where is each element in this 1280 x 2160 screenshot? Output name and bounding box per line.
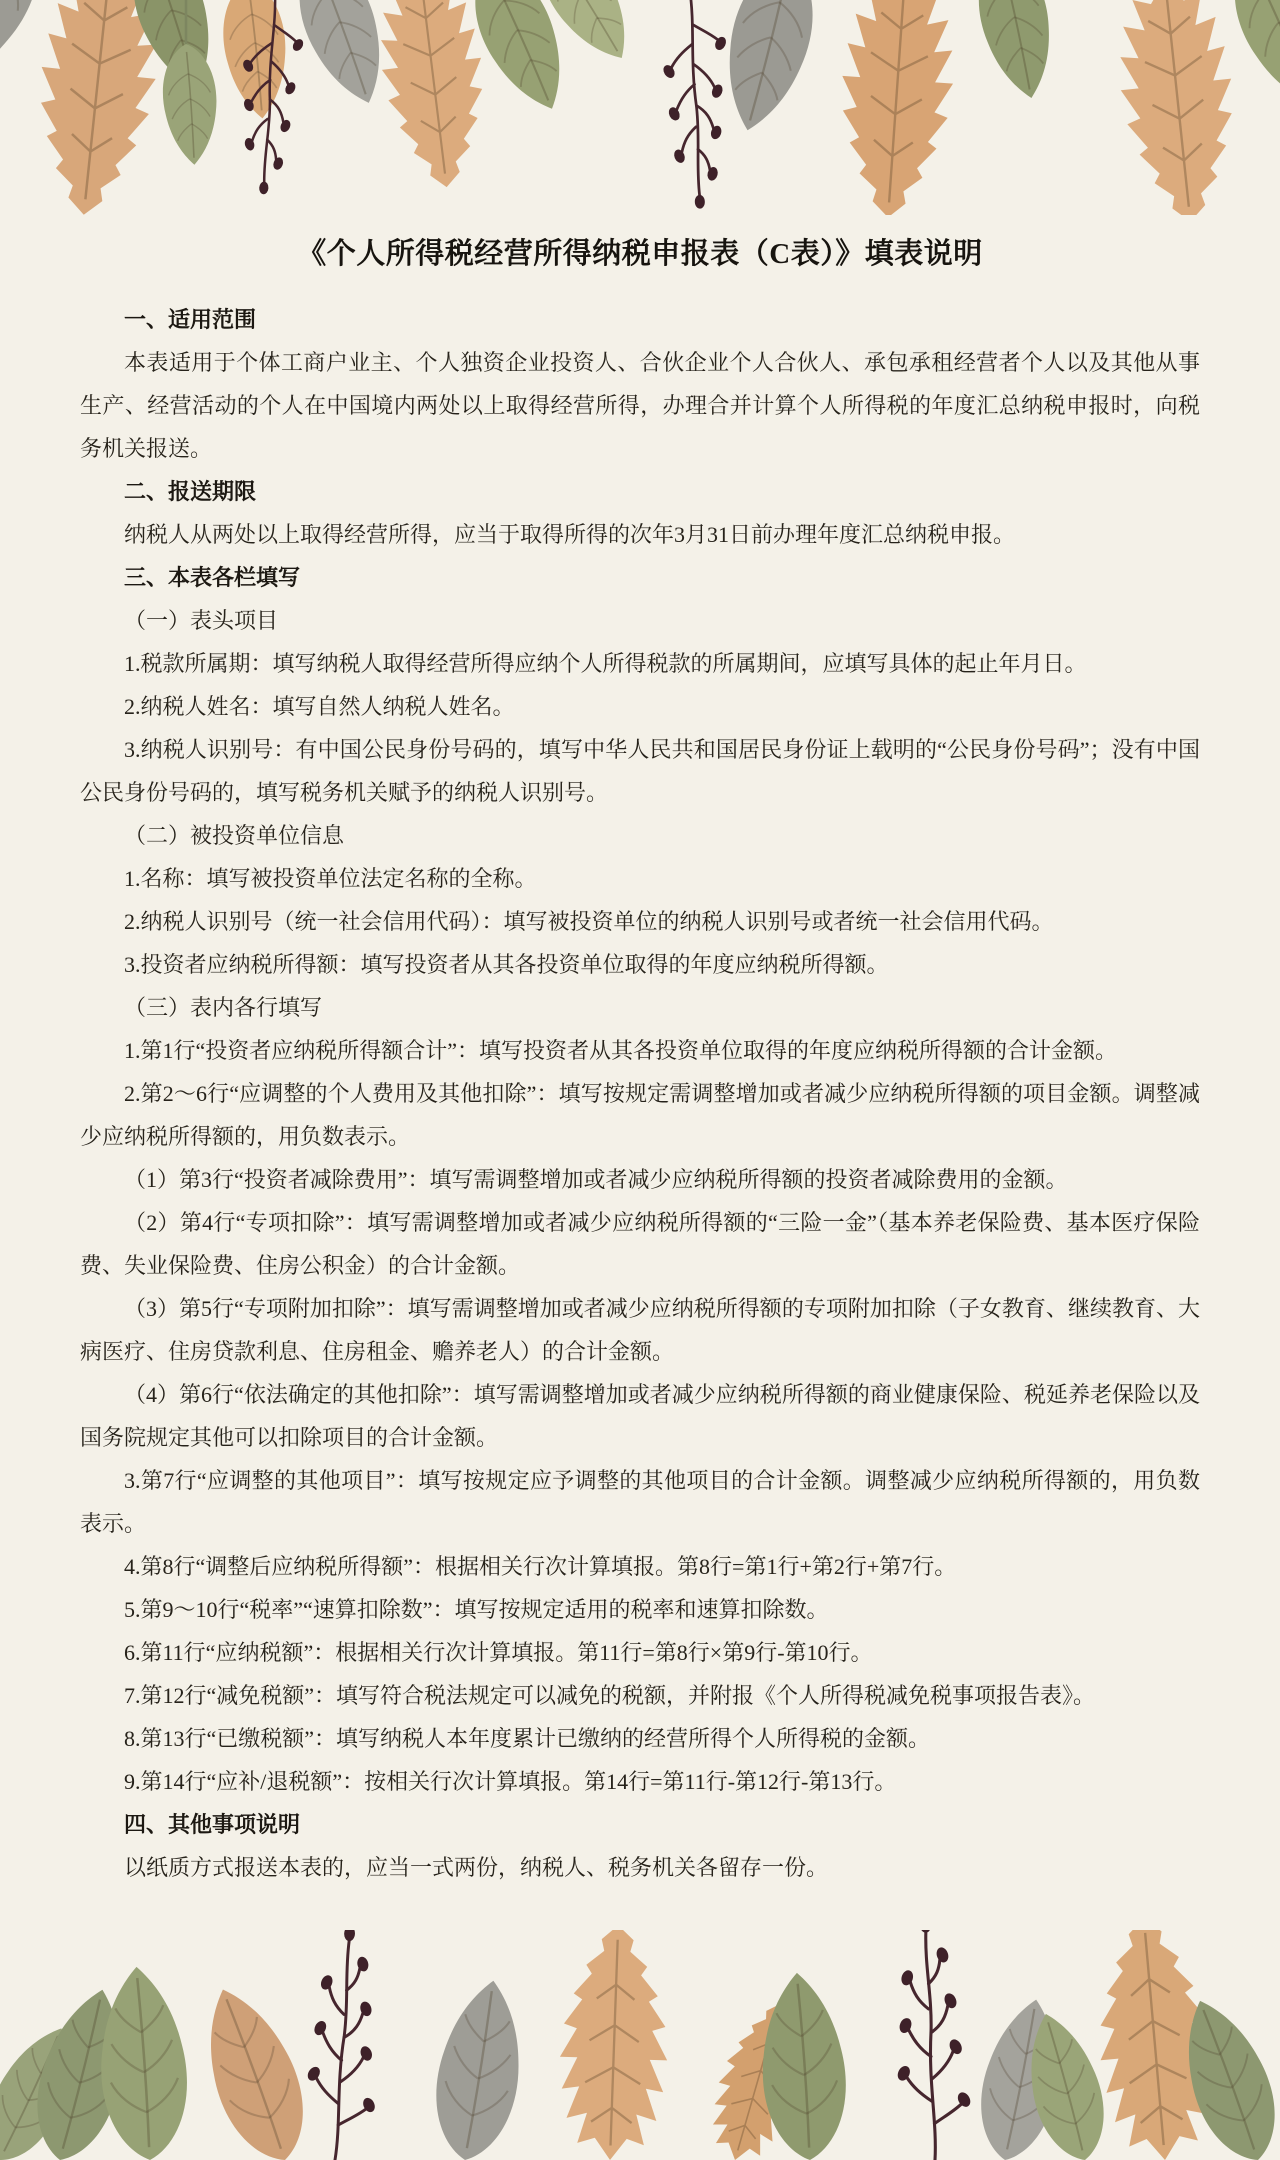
paragraph: （二）被投资单位信息 bbox=[124, 823, 345, 848]
paragraph: 6.第11行“应纳税额”：根据相关行次计算填报。第11行=第8行×第9行-第10行。 bbox=[124, 1640, 873, 1665]
watercolor-leaf bbox=[27, 0, 167, 215]
watercolor-leaf bbox=[370, 0, 496, 193]
watercolor-leaf bbox=[23, 1980, 140, 2160]
watercolor-leaf bbox=[756, 1970, 851, 2160]
paragraph: 9.第14行“应补/退税额”：按相关行次计算填报。第14行=第11行-第12行-第13行。 bbox=[124, 1769, 897, 1794]
section-heading: 三、本表各栏填写 bbox=[124, 565, 301, 590]
watercolor-leaf bbox=[159, 42, 221, 166]
watercolor-leaf bbox=[0, 0, 63, 107]
watercolor-leaf bbox=[0, 2015, 90, 2160]
paragraph: 1.第1行“投资者应纳税所得额合计”：填写投资者从其各投资单位取得的年度应纳税所得额的合计金额。 bbox=[124, 1038, 1118, 1063]
berry-sprig bbox=[301, 1930, 387, 2160]
watercolor-leaf bbox=[94, 1964, 193, 2160]
berry-sprig bbox=[659, 0, 734, 210]
paragraph: 7.第12行“减免税额”：填写符合税法规定可以减免的税额，并附报《个人所得税减免税事项报告表》。 bbox=[124, 1683, 1096, 1708]
document-body bbox=[80, 298, 1200, 1889]
watercolor-leaf bbox=[1089, 1930, 1221, 2160]
watercolor-leaf bbox=[522, 0, 648, 74]
watercolor-leaf bbox=[710, 0, 827, 140]
paragraph: （2）第4行“专项扣除”：填写需调整增加或者减少应纳税所得额的“三险一金”（基本养老保险费、基本医疗保险费、失业保险费、住房公积金）的合计金额。 bbox=[80, 1210, 1200, 1278]
watercolor-leaf bbox=[699, 1994, 815, 2160]
section-heading: 二、报送期限 bbox=[124, 479, 257, 504]
watercolor-leaf bbox=[967, 0, 1064, 105]
watercolor-leaf bbox=[1110, 0, 1246, 215]
berry-sprig bbox=[887, 1930, 976, 2160]
watercolor-leaf bbox=[556, 1930, 671, 2160]
paragraph: 2.纳税人识别号（统一社会信用代码）：填写被投资单位的纳税人识别号或者统一社会信用代码。 bbox=[124, 909, 1054, 934]
paragraph: 4.第8行“调整后应纳税所得额”：根据相关行次计算填报。第8行=第1行+第2行+第7行。 bbox=[124, 1554, 957, 1579]
watercolor-leaf bbox=[426, 1974, 533, 2160]
paragraph: 3.第7行“应调整的其他项目”：填写按规定应予调整的其他项目的合计金额。调整减少应纳税所得额的，用负数表示。 bbox=[80, 1468, 1200, 1536]
watercolor-leaf bbox=[1215, 0, 1280, 119]
paragraph: 以纸质方式报送本表的，应当一式两份，纳税人、税务机关各留存一份。 bbox=[124, 1855, 829, 1880]
watercolor-leaf bbox=[218, 0, 293, 122]
berry-sprig bbox=[232, 0, 308, 196]
watercolor-leaf bbox=[118, 0, 228, 99]
section-heading: 四、其他事项说明 bbox=[124, 1812, 301, 1837]
paragraph: （1）第3行“投资者减除费用”：填写需调整增加或者减少应纳税所得额的投资者减除费用的金额。 bbox=[124, 1167, 1068, 1192]
watercolor-leaf bbox=[833, 0, 961, 215]
instruction-document bbox=[80, 215, 1200, 1889]
paragraph: 1.名称：填写被投资单位法定名称的全称。 bbox=[124, 866, 537, 891]
watercolor-leaf bbox=[282, 0, 401, 115]
watercolor-leaf bbox=[1260, 0, 1280, 104]
paragraph: （3）第5行“专项附加扣除”：填写需调整增加或者减少应纳税所得额的专项附加扣除（子女教育、继续教育、大病医疗、住房贷款利息、住房租金、赡养老人）的合计金额。 bbox=[80, 1296, 1200, 1364]
paragraph: 3.投资者应纳税所得额：填写投资者从其各投资单位取得的年度应纳税所得额。 bbox=[124, 952, 889, 977]
top-leaves-decoration bbox=[0, 0, 1280, 215]
watercolor-leaf bbox=[1165, 1988, 1280, 2160]
watercolor-leaf bbox=[185, 1976, 322, 2160]
watercolor-leaf bbox=[970, 1993, 1072, 2160]
paragraph: 2.第2～6行“应调整的个人费用及其他扣除”：填写按规定需调整增加或者减少应纳税所得额的项目金额。调整减少应纳税所得额的，用负数表示。 bbox=[80, 1081, 1200, 1149]
page-title: 《个人所得税经营所得纳税申报表（C表）》填表说明 bbox=[297, 238, 983, 270]
paragraph: 3.纳税人识别号：有中国公民身份号码的，填写中华人民共和国居民身份证上载明的“公民身份号码”；没有中国公民身份号码的，填写税务机关赋予的纳税人识别号。 bbox=[80, 737, 1200, 805]
watercolor-leaf bbox=[456, 0, 583, 123]
bottom-leaves-decoration bbox=[0, 1930, 1280, 2160]
paragraph: 2.纳税人姓名：填写自然人纳税人姓名。 bbox=[124, 694, 515, 719]
paragraph: 5.第9～10行“税率”“速算扣除数”：填写按规定适用的税率和速算扣除数。 bbox=[124, 1597, 829, 1622]
paragraph: 1.税款所属期：填写纳税人取得经营所得应纳个人所得税款的所属期间，应填写具体的起止年月日。 bbox=[124, 651, 1087, 676]
paragraph: （一）表头项目 bbox=[124, 608, 279, 633]
paragraph: 纳税人从两处以上取得经营所得，应当于取得所得的次年3月31日前办理年度汇总纳税申报。 bbox=[124, 522, 1016, 547]
paragraph: 8.第13行“已缴税额”：填写纳税人本年度累计已缴纳的经营所得个人所得税的金额。 bbox=[124, 1726, 931, 1751]
paragraph: 本表适用于个体工商户业主、个人独资企业投资人、合伙企业个人合伙人、承包承租经营者个人以及其他从事生产、经营活动的个人在中国境内两处以上取得经营所得，办理合并计算个人所得税的年度汇总纳税申报时，向税务机关报送。 bbox=[80, 350, 1200, 461]
watercolor-leaf bbox=[1014, 2005, 1117, 2160]
paragraph: （三）表内各行填写 bbox=[124, 995, 323, 1020]
section-heading: 一、适用范围 bbox=[124, 307, 257, 332]
paragraph: （4）第6行“依法确定的其他扣除”：填写需调整增加或者减少应纳税所得额的商业健康保险、税延养老保险以及国务院规定其他可以扣除项目的合计金额。 bbox=[80, 1382, 1200, 1450]
